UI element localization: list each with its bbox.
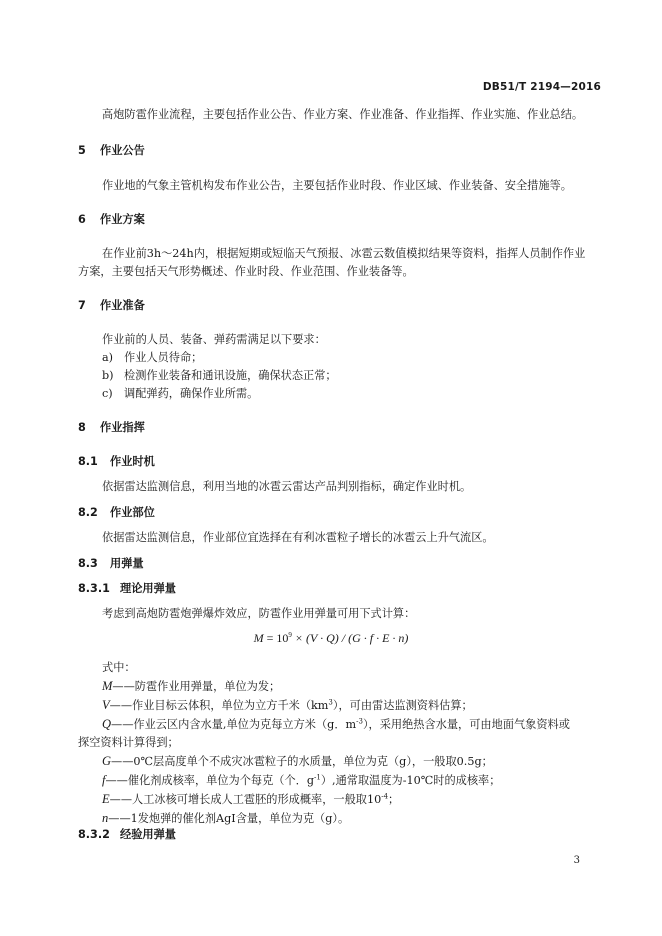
section-title: 作业方案	[100, 213, 145, 226]
section-title: 作业公告	[100, 144, 145, 157]
where-label: 式中：	[102, 661, 136, 674]
variable-row	[78, 696, 598, 715]
variable-description: ——0℃层高度单个不成灾冰雹粒子的水质量，单位为克（g），一般取0.5g；	[111, 755, 493, 768]
variable-symbol: n	[102, 811, 109, 825]
formula-lhs: M	[253, 631, 264, 645]
section-heading-8-1	[78, 453, 598, 471]
variable-description: ——1发炮弹的催化剂AgI含量，单位为克（g）。	[108, 812, 350, 825]
variable-row	[78, 715, 598, 734]
formula-equals: = 10	[263, 631, 289, 645]
section-6-paragraph-line1: 在作业前3h～24h内，根据短期或短临天气预报、冰雹云数值模拟结果等资料，指挥人员制作作业	[102, 247, 586, 260]
variable-description-cont: ），可由雷达监测资料估算；	[332, 699, 473, 712]
variable-description-cont: ；	[388, 793, 400, 806]
list-item-label: a)	[102, 351, 114, 364]
section-title: 作业时机	[110, 455, 155, 468]
section-heading-8-3-1	[78, 580, 598, 598]
section-heading-8-3-2	[78, 826, 598, 844]
section-number: 8	[78, 421, 86, 434]
variable-description-cont: ），采用绝热含水量，可由地面气象资料或	[362, 718, 570, 731]
list-item-label: c)	[102, 387, 113, 400]
section-number: 8.1	[78, 455, 98, 468]
variable-superscript: 3	[328, 698, 333, 707]
section-heading-5	[78, 142, 598, 160]
section-title: 作业指挥	[100, 421, 145, 434]
list-item	[78, 367, 622, 385]
section-number: 7	[78, 299, 86, 312]
list-item-label: b)	[102, 369, 114, 382]
variable-row	[78, 677, 598, 696]
variable-symbol: f	[102, 773, 106, 787]
variable-symbol: M	[102, 679, 113, 693]
section-number: 8.3	[78, 557, 98, 570]
variable-row	[78, 752, 598, 771]
variable-description: ——催化剂成核率，单位为个每克（个．g	[105, 774, 315, 787]
variable-symbol: V	[102, 698, 110, 712]
section-heading-6	[78, 211, 598, 229]
section-number: 8.2	[78, 506, 98, 519]
list-item-text: 作业人员待命；	[124, 351, 203, 364]
section-number: 8.3.1	[78, 582, 110, 595]
variable-description: ——作业目标云体积，单位为立方千米（km	[109, 699, 329, 712]
variable-description: ——防雹作业用弹量，单位为发；	[112, 680, 281, 693]
variable-row	[78, 771, 598, 790]
section-title: 经验用弹量	[120, 828, 176, 841]
variable-description-cont: ）,通常取温度为-10℃时的成核率；	[320, 774, 501, 787]
list-item-text: 检测作业装备和通讯设施，确保状态正常；	[124, 369, 337, 382]
variable-superscript: -1	[314, 773, 321, 782]
section-5-paragraph: 作业地的气象主管机构发布作业公告，主要包括作业时段、作业区域、作业装备、安全措施等。	[102, 179, 572, 192]
section-number: 5	[78, 144, 86, 157]
section-number: 8.3.2	[78, 828, 110, 841]
list-item-text: 调配弹药，确保作业所需。	[124, 387, 259, 400]
variable-description: ——人工冰核可增长成人工雹胚的形成概率，一般取10	[109, 793, 382, 806]
bullet-count-formula	[0, 631, 662, 646]
list-item	[78, 349, 622, 367]
section-heading-8-2	[78, 504, 598, 522]
variable-description: ——作业云区内含水量,单位为克每立方米（g．m	[111, 718, 357, 731]
section-8-1-paragraph: 依据雷达监测信息，利用当地的冰雹云雷达产品判别指标，确定作业时机。	[102, 480, 472, 493]
section-title: 作业部位	[110, 506, 155, 519]
variable-symbol: Q	[102, 717, 112, 731]
page-number: 3	[573, 855, 580, 866]
list-item	[78, 385, 622, 403]
section-title: 作业准备	[100, 299, 145, 312]
variable-symbol: G	[102, 754, 112, 768]
section-heading-8	[78, 419, 598, 437]
section-heading-8-3	[78, 555, 598, 573]
section-number: 6	[78, 213, 86, 226]
section-title: 用弹量	[110, 557, 144, 570]
formula-rhs: × (V · Q) / (G · f · E · n)	[291, 631, 409, 645]
formula-exponent: 9	[288, 631, 292, 639]
variable-definitions	[78, 677, 598, 828]
section-title: 理论用弹量	[120, 582, 176, 595]
section-heading-7	[78, 297, 598, 315]
section-7-paragraph: 作业前的人员、装备、弹药需满足以下要求：	[102, 333, 326, 346]
variable-symbol: E	[102, 792, 110, 806]
section-6-paragraph-line2: 方案，主要包括天气形势概述、作业时段、作业范围、作业装备等。	[78, 265, 414, 278]
variable-row-continuation: 探空资料计算得到；	[78, 736, 179, 749]
document-id: DB51/T 2194—2016	[482, 81, 601, 93]
section-8-2-paragraph: 依据雷达监测信息，作业部位宜选择在有利冰雹粒子增长的冰雹云上升气流区。	[102, 531, 494, 544]
intro-paragraph: 高炮防雹作业流程，主要包括作业公告、作业方案、作业准备、作业指挥、作业实施、作业总结。	[102, 108, 584, 121]
section-8-3-1-paragraph: 考虑到高炮防雹炮弹爆炸效应，防雹作业用弹量可用下式计算：	[102, 607, 416, 620]
variable-superscript: -3	[356, 717, 363, 726]
variable-superscript: -4	[381, 792, 389, 801]
variable-row	[78, 790, 598, 809]
